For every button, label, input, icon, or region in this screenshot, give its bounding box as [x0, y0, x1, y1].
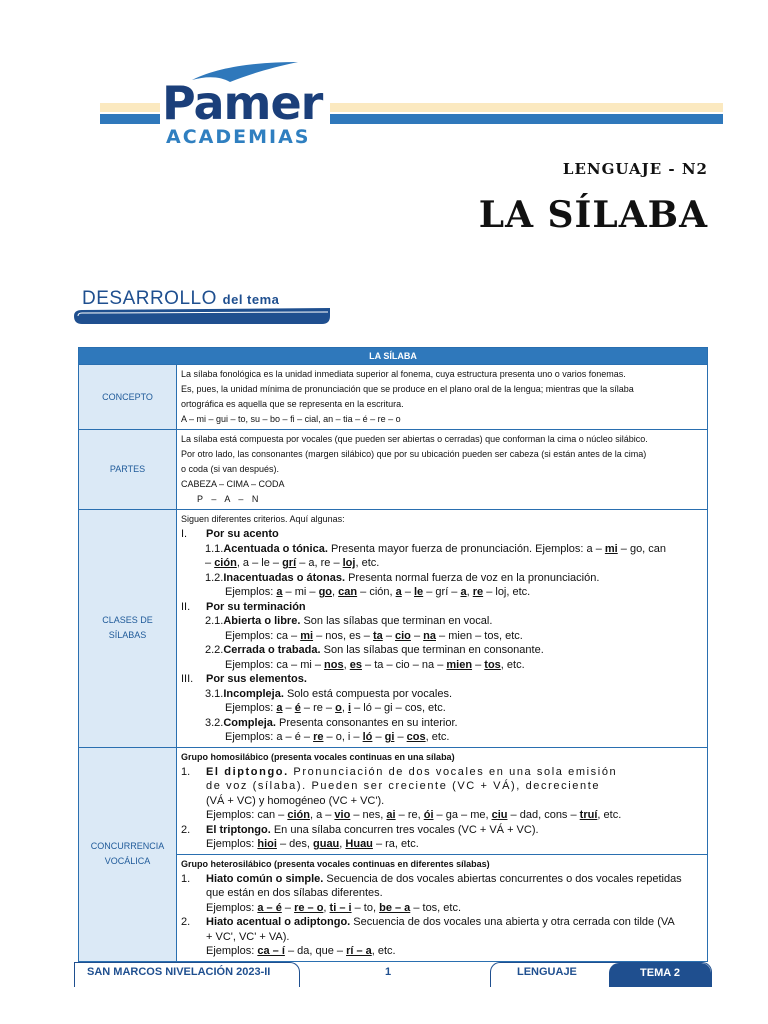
table-row — [79, 510, 708, 748]
row-label-concepto: CONCEPTO — [79, 365, 177, 430]
section-banner — [72, 286, 332, 326]
logo-subtitle: ACADEMIAS — [166, 126, 311, 148]
course-subject: LENGUAJE - N2 — [562, 160, 708, 178]
header-stripe-blue-right — [330, 114, 723, 124]
footer-tema-badge: TEMA 2 — [609, 963, 711, 987]
row-label-clases: CLASES DE SÍLABAS — [79, 510, 177, 748]
footer-subject: LENGUAJE — [517, 966, 577, 978]
footer-course-tab: SAN MARCOS NIVELACIÓN 2023-II — [74, 962, 300, 987]
partes-content: La sílaba está compuesta por vocales (que pueden ser abiertas o cerradas) que conforman la cima o núcleo silábico. Por otro lado, las consonantes (margen silábico) que por su ubicación pueden ser cabeza (si están antes de la cima) o coda (si van después). CABEZA – CIMA – CODA P – A – N — [177, 430, 708, 510]
page-title: LA SÍLABA — [478, 194, 708, 236]
section-title: DESARROLLO del tema — [82, 288, 280, 309]
header-stripe-cream-right — [330, 103, 723, 112]
syllable-table — [78, 347, 708, 962]
logo-wordmark: Pamer — [162, 76, 323, 130]
page-number: 1 — [385, 966, 392, 978]
row-label-partes: PARTES — [79, 430, 177, 510]
table-row — [79, 365, 708, 430]
row-label-concurrencia: CONCURRENCIA VOCÁLICA — [79, 747, 177, 961]
homosilabico-content: Grupo homosilábico (presenta vocales continuas en una sílaba) 1. El diptongo. Pronunciación de dos vocales en una sola emisión de voz (sílaba). Pueden ser creciente (VC + VÁ), decreciente (VÁ + VC) y homogéneo (VC + VC'). Ejemplos: can – ción, a – vio – nes, ai – re, ói – ga – me, ciu – dad, cons – truí, etc. 2. El triptongo. En una sílaba concurren tres vocales (VC + VÁ + VC). Ejemplos: hioi – des, guau, Huau – ra, etc. — [177, 747, 708, 854]
table-heading: LA SÍLABA — [79, 348, 708, 365]
pamer-logo — [150, 62, 340, 152]
heterosilabico-content: Grupo heterosilábico (presenta vocales continuas en diferentes sílabas) 1. Hiato común o simple. Secuencia de dos vocales abiertas concurrentes o dos vocales repetidas que están en dos sílabas diferentes. Ejemplos: a – é – re – o, ti – i – to, be – a – tos, etc. 2. Hiato acentual o adiptongo. Secuencia de dos vocales una abierta y otra cerrada con tilde (VA + VC', VC' + VA). Ejemplos: ca – í – da, que – rí – a, etc. — [177, 854, 708, 961]
table-row — [79, 430, 708, 510]
table-row — [79, 747, 708, 854]
footer-subject-tab — [490, 962, 712, 987]
concepto-content: La sílaba fonológica es la unidad inmediata superior al fonema, cuya estructura presenta uno o varios fonemas. Es, pues, la unidad mínima de pronunciación que se produce en el plano oral de la lengua; mientras que la sílaba ortográfica es aquella que se representa en la escritura. A – mi – gui – to, su – bo – fi – cial, an – tia – é – re – o — [177, 365, 708, 430]
clases-content: Siguen diferentes criterios. Aquí algunas: I. Por su acento 1.1.Acentuada o tónica. Presenta mayor fuerza de pronunciación. Ejemplos: a – mi – go, can – ción, a – le – grí – a, re – loj, etc. 1.2.Inacentuadas o átonas. Presenta normal fuerza de voz en la pronunciación. Ejemplos: a – mi – go, can – ción, a – le – grí – a, re – loj, etc. II. Por su terminación 2.1.Abierta o libre. Son las sílabas que terminan en vocal. Ejemplos: ca – mi – nos, es – ta – cio – na – mien – tos, etc. 2.2.Cerrada o trabada. Son las sílabas que terminan en consonante. Ejemplos: ca – mi – nos, es – ta – cio – na – mien – tos, etc. III. Por sus elementos. 3.1.Incompleja. Solo está compuesta por vocales. Ejemplos: a – é – re – o, i – ló – gi – cos, etc. 3.2.Compleja. Presenta consonantes en su interior. Ejemplos: a – é – re – o, i – ló – gi – cos, etc. — [177, 510, 708, 748]
